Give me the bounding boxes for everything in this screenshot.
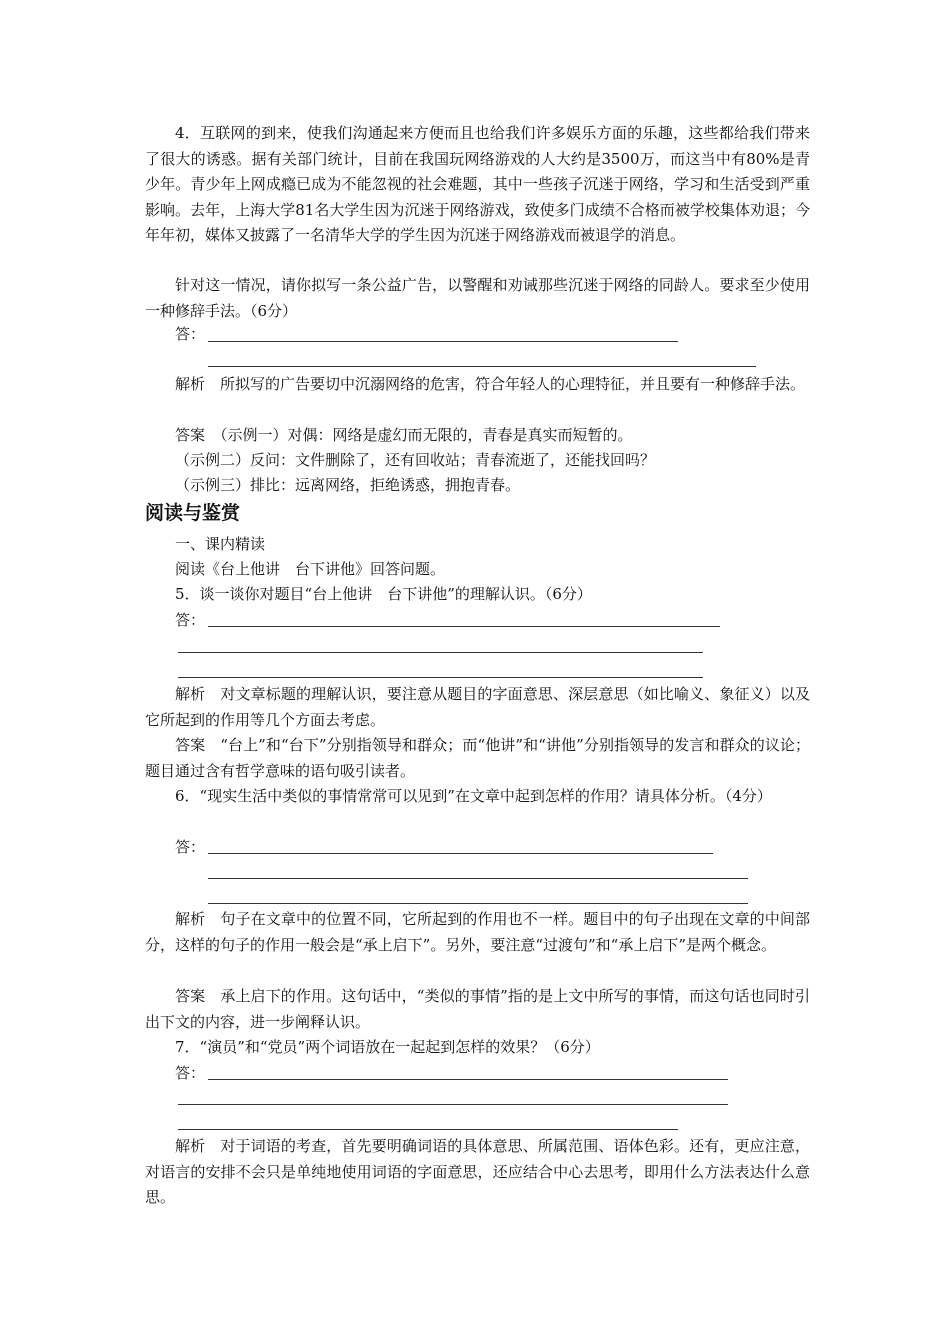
q4-answer-2: （示例二）反问：文件删除了，还有回收站；青春流逝了，还能找回吗？	[175, 451, 656, 469]
q7-question: 7．“演员”和“党员”两个词语放在一起起到怎样的效果？（6分）	[175, 1038, 600, 1056]
q7-answer-line-1	[208, 1079, 728, 1080]
sub-title: 一、课内精读	[175, 535, 266, 553]
q5-analysis: 解析 对文章标题的理解认识，要注意从题目的字面意思、深层意思（如比喻义、象征义）以及它所起到的作用等几个方面去考虑。	[145, 685, 810, 729]
q6-analysis: 解析 句子在文章中的位置不同，它所起到的作用也不一样。题目中的句子出现在文章的中间部分，这样的句子的作用一般会是“承上启下”。另外，要注意“过渡句”和“承上启下”是两个概念。	[145, 910, 810, 954]
q7-answer-label: 答：	[175, 1064, 206, 1082]
q5-answer-line-3	[178, 677, 703, 678]
q4-answer-1: 答案 （示例一）对偶：网络是虚幻而无限的，青春是真实而短暂的。	[175, 426, 633, 444]
q6-answer-line-3	[208, 903, 748, 904]
q6-answer-line-1	[208, 853, 713, 854]
section-title: 阅读与鉴赏	[145, 502, 241, 524]
q6-question: 6．“现实生活中类似的事情常常可以见到”在文章中起到怎样的作用？请具体分析。（4分）	[175, 787, 772, 805]
q7-analysis: 解析 对于词语的考查，首先要明确词语的具体意思、所属范围、语体色彩。还有，更应注意，对语言的安排不会只是单纯地使用词语的字面意思，还应结合中心去思考，即用什么方法表达什么意思。	[145, 1137, 810, 1207]
q4-task: 针对这一情况，请你拟写一条公益广告，以警醒和劝诫那些沉迷于网络的同龄人。要求至少使用一种修辞手法。（6分）	[145, 276, 810, 320]
q4-answer-3: （示例三）排比：远离网络，拒绝诱惑，拥抱青春。	[175, 476, 521, 494]
q4-intro: 4．互联网的到来，使我们沟通起来方便而且也给我们许多娱乐方面的乐趣，这些都给我们带来了很大的诱惑。据有关部门统计，目前在我国玩网络游戏的人大约是3500万，而这当中有80%是青少年。青少年上网成瘾已成为不能忽视的社会难题，其中一些孩子沉迷于网络，学习和生活受到严重影响。去年，上海大学81名大学生因为沉迷于网络游戏，致使多门成绩不合格而被学校集体劝退；今年年初，媒体又披露了一名清华大学的学生因为沉迷于网络游戏而被退学的消息。	[145, 124, 810, 245]
q5-answer: 答案 “台上”和“台下”分别指领导和群众；而“他讲”和“讲他”分别指领导的发言和群众的议论；题目通过含有哲学意味的语句吸引读者。	[145, 736, 810, 780]
q4-analysis: 解析 所拟写的广告要切中沉溺网络的危害，符合年轻人的心理特征，并且要有一种修辞手法。	[175, 375, 806, 393]
q7-answer-line-2	[178, 1104, 728, 1105]
q6-answer-label: 答：	[175, 838, 206, 856]
q7-answer-line-3	[178, 1129, 678, 1130]
q4-answer-label: 答：	[175, 325, 206, 343]
q6-answer: 答案 承上启下的作用。这句话中，“类似的事情”指的是上文中所写的事情，而这句话也同时引出下文的内容，进一步阐释认识。	[145, 987, 810, 1031]
q4-answer-line-1	[208, 341, 678, 342]
q6-answer-line-2	[208, 878, 748, 879]
q5-answer-label: 答：	[175, 611, 206, 629]
q4-answer-line-2	[208, 366, 756, 367]
q5-answer-line-2	[178, 652, 703, 653]
q5-question: 5．谈一谈你对题目“台上他讲 台下讲他”的理解认识。（6分）	[175, 585, 592, 603]
q5-answer-line-1	[208, 626, 720, 627]
reading-prompt: 阅读《台上他讲 台下讲他》回答问题。	[175, 560, 446, 578]
